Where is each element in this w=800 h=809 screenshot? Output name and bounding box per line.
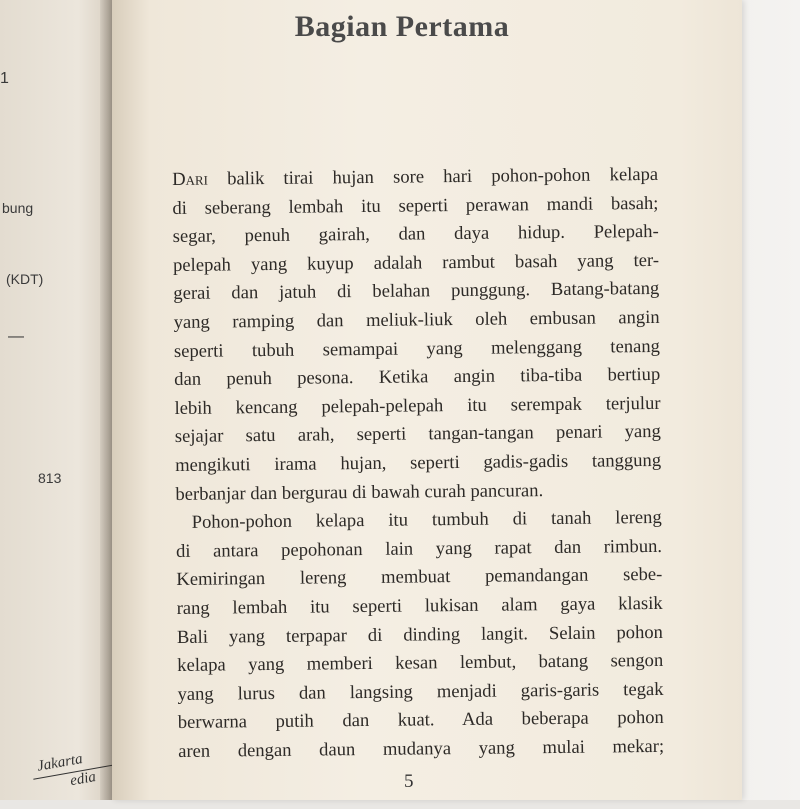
body-line: Bali yang terpapar di dinding langit. Selain pohon (176, 621, 664, 648)
body-line: lebih kencang pelepah-pelepah itu serempak terjulur (174, 392, 661, 419)
body-line: seperti tubuh semampai yang melenggang tenang (173, 335, 661, 362)
publisher-line-2: edia (68, 768, 98, 790)
body-line: sejajar satu arah, seperti tangan-tangan penari yang (174, 421, 661, 448)
body-line-paragraph-end: berbanjar dan bergurau di bawah curah pancuran. (175, 479, 544, 505)
body-line: aren dengan daun mudanya yang mulai mekar; (178, 735, 665, 762)
chapter-title-text: Bagian Pertama (294, 10, 510, 43)
body-line: mengikuti irama hujan, seperti gadis-gadis tanggung (175, 449, 662, 476)
publisher-line-1: Jakarta (35, 751, 84, 775)
chapter-title (104, 10, 624, 44)
body-line: rang lembah itu seperti lukisan alam gaya klasik (176, 592, 663, 619)
left-page-fragment-bung: bung (2, 200, 34, 216)
first-line-rest: balik tirai hujan sore hari pohon-pohon kelapa (207, 163, 659, 190)
book-page (112, 0, 742, 800)
left-page-fragment-kdt: (KDT) (6, 271, 44, 287)
body-text (172, 161, 666, 767)
body-line-first (172, 161, 658, 195)
body-line: yang ramping dan meliuk-liuk oleh embusan angin (173, 306, 660, 333)
left-page-fragment-mark: 1 (0, 70, 9, 87)
body-line: pelepah yang kuyup adalah rambut basah yang ter- (172, 249, 660, 276)
opening-word: Dari (172, 168, 209, 190)
body-line: kelapa yang memberi kesan lembut, batang sengon (177, 649, 664, 677)
left-page-fragment-dash: — (8, 328, 24, 345)
body-line: yang lurus dan langsing menjadi garis-garis tegak (177, 678, 664, 705)
body-line: di seberang lembah itu seperti perawan mandi basah; (172, 192, 659, 219)
body-line: dan penuh pesona. Ketika angin tiba-tiba bertiup (174, 364, 661, 391)
body-line: di antara pepohonan lain yang rapat dan rimbun. (175, 535, 663, 562)
body-line: berwarna putih dan kuat. Ada beberapa pohon (177, 707, 664, 734)
body-line: segar, penuh gairah, dan daya hidup. Pelepah- (172, 221, 659, 248)
body-line: gerai dan jatuh di belahan punggung. Batang-batang (173, 278, 660, 305)
page-number: 5 (404, 771, 414, 792)
left-page-fragment-number: 813 (38, 470, 62, 486)
body-line-paragraph-start: Pohon-pohon kelapa itu tumbuh di tanah lereng (191, 507, 662, 533)
body-line: Kemiringan lereng membuat pemandangan sebe- (176, 564, 663, 591)
left-facing-page (0, 0, 112, 800)
